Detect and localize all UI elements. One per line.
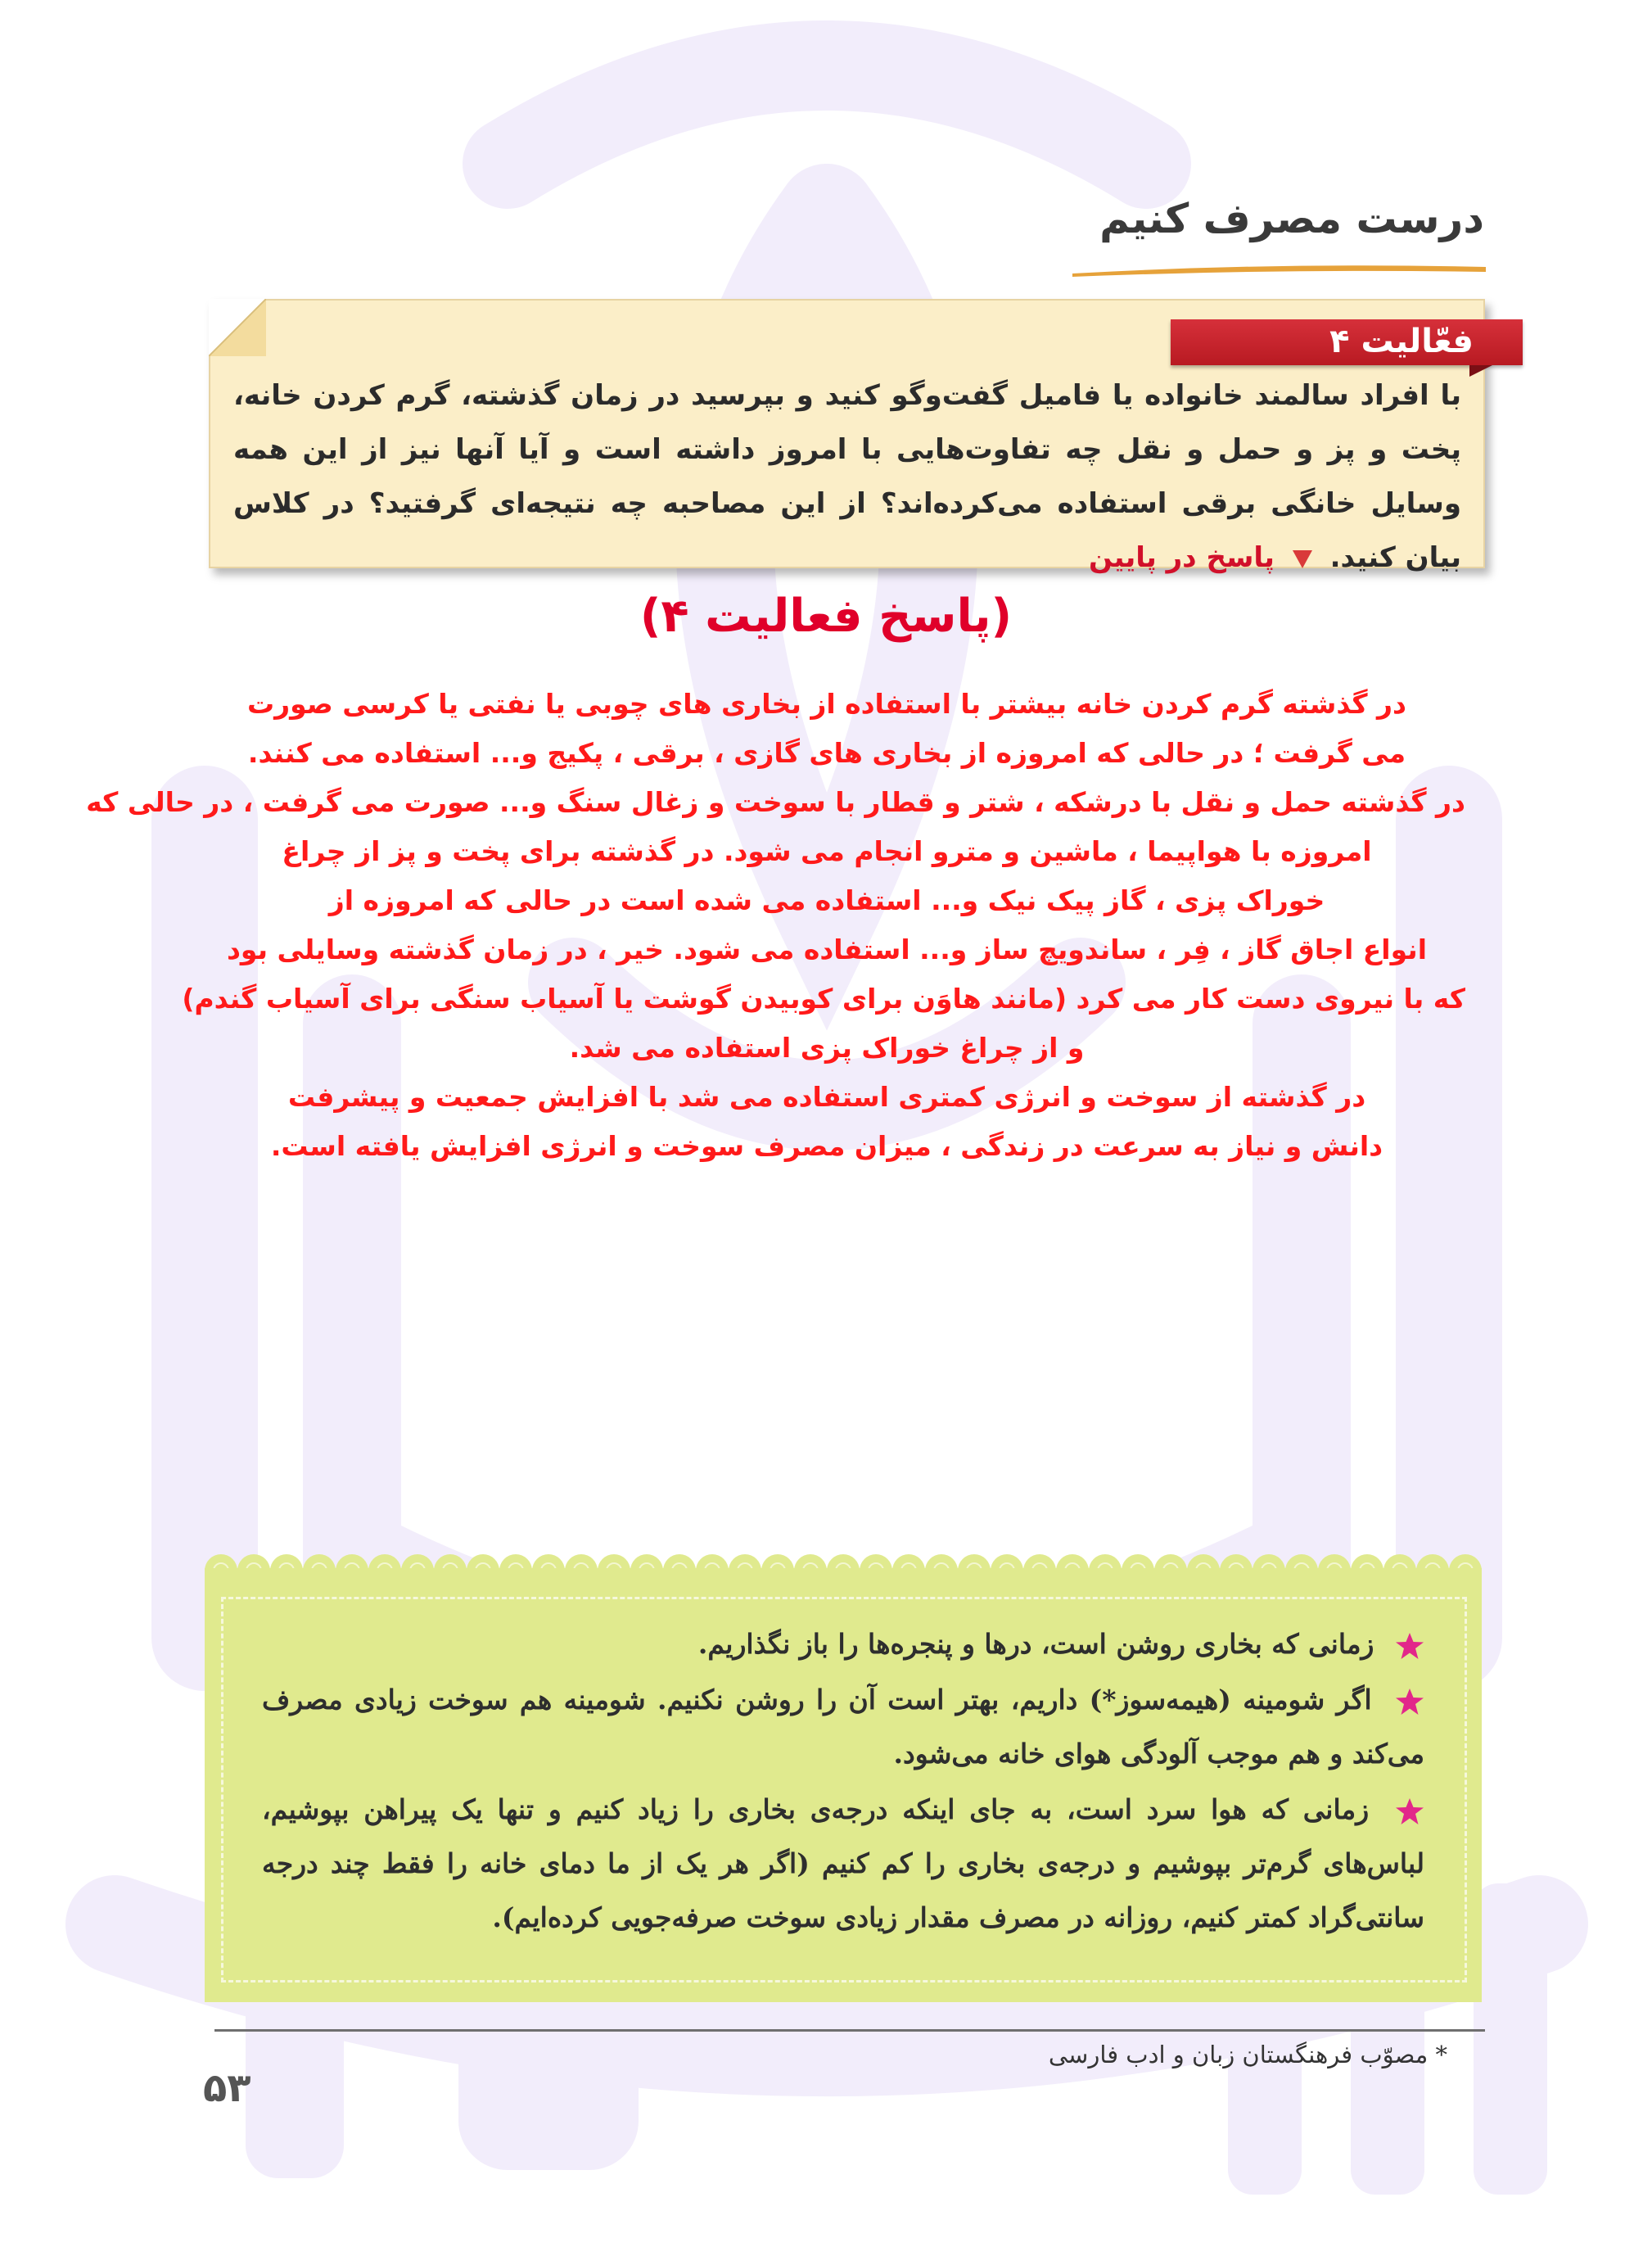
star-icon (1395, 1632, 1424, 1660)
tip-text: زمانی که بخاری روشن است، درها و پنجره‌ها را باز نگذاریم. (697, 1628, 1374, 1660)
tip-text: زمانی که هوا سرد است، به جای اینکه درجه‌ی بخاری را زیاد کنیم و تنها یک پیراهن بپوشیم، لباس‌های گرم‌تر بپوشیم و درجه‌ی بخاری را کم کنیم (اگر هر یک از ما دمای خانه را فقط چند درجه سانتی‌گراد کمتر کنیم، روزانه در مصرف مقدار زیادی سوخت صرفه‌جویی کرده‌ایم). (262, 1793, 1424, 1933)
footnote-divider (214, 2029, 1485, 2032)
answer-line: در گذشته حمل و نقل با درشکه ، شتر و قطار با سوخت و زغال سنگ و... صورت می گرفت ، در حالی که (86, 786, 1465, 818)
answer-line: دانش و نیاز به سرعت در زندگی ، میزان مصرف سوخت و انرژی افزایش یافته است. (270, 1130, 1383, 1162)
title-underline (1072, 260, 1486, 278)
footnote: * مصوّب فرهنگستان زبان و ادب فارسی (1048, 2041, 1447, 2068)
star-icon (1395, 1688, 1424, 1716)
section-title: درست مصرف کنیم (1099, 195, 1484, 242)
answer-line: که با نیروی دست کار می کرد (مانند هاوَن برای کوبیدن گوشت یا آسیاب سنگی برای آسیاب گندم) (182, 983, 1465, 1015)
arrow-down-icon (1293, 550, 1312, 568)
page-number: ۵۳ (203, 2065, 251, 2111)
badge-ribbon-tab (1469, 365, 1492, 377)
star-icon (1395, 1797, 1424, 1825)
activity-body-text: با افراد سالمند خانواده یا فامیل گفت‌وگو کنید و بپرسید در زمان گذشته، گرم کردن خانه، پخت و پز و حمل و نقل چه تفاوت‌هایی با امروز داشته است و آیا آنها نیز از این همه وسایل خانگی برقی استفاده می‌کرده‌اند؟ از این مصاحبه چه نتیجه‌ای گرفتید؟ در کلاس بیان کنید. (233, 379, 1461, 574)
tip-item (262, 1617, 1424, 1671)
activity-instructions (233, 368, 1461, 585)
answer-line: انواع اجاق گاز ، فِر ، ساندویچ ساز و... استفاده می شود. خیر ، در زمان گذشته وسایلی بود (226, 934, 1428, 965)
tips-list (262, 1617, 1424, 1946)
tip-item (262, 1783, 1424, 1945)
answer-line: و از چراغ خوراک پزی استفاده می شد. (569, 1032, 1085, 1064)
answer-line: امروزه با هواپیما ، ماشین و مترو انجام می شود. در گذشته برای پخت و پز از چراغ (282, 835, 1372, 867)
answer-line: در گذشته گرم کردن خانه بیشتر با استفاده از بخاری های چوبی یا نفتی یا کرسی صورت (246, 688, 1406, 720)
answer-line: خوراک پزی ، گاز پیک نیک و... استفاده می شده است در حالی که امروزه از (328, 884, 1325, 916)
answer-body (86, 680, 1465, 1171)
answer-line: می گرفت ؛ در حالی که امروزه از بخاری های گازی ، برقی ، پکیج و... استفاده می کنند. (247, 737, 1406, 769)
tip-text: اگر شومینه (هیمه‌سوز*) داریم، بهتر است آن را روشن نکنیم. شومینه هم سوخت زیادی مصرف می‌کند و هم موجب آلودگی هوای خانه می‌شود. (262, 1684, 1424, 1770)
activity-badge-label: فعّالیت ۴ (1329, 323, 1474, 360)
answer-line: در گذشته از سوخت و انرژی کمتری استفاده می شد با افزایش جمعیت و پیشرفت (287, 1081, 1366, 1113)
answer-below-link[interactable]: پاسخ در پایین (1089, 541, 1275, 574)
activity-badge (1171, 319, 1523, 365)
tip-item (262, 1673, 1424, 1781)
answer-heading: (پاسخ فعالیت ۴) (639, 590, 1013, 643)
folded-corner (209, 299, 266, 356)
